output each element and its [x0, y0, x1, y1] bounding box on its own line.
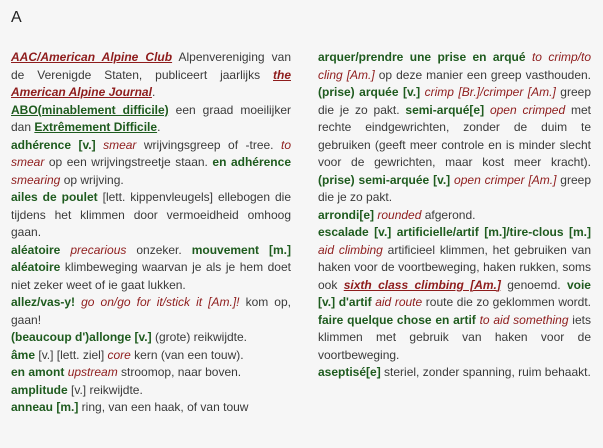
- entry-text: op wrijving.: [60, 172, 124, 187]
- entry-text: onzeker.: [126, 242, 192, 257]
- entry-text: artificieel klimmen, het gebruiken van haken voor de voortbeweging, haken rukken, soms ook: [318, 242, 591, 292]
- entry-headword: voie [v.] d'artif: [318, 277, 591, 309]
- dictionary-entry: [11, 189, 291, 242]
- entry-headword: en adhérence: [212, 155, 291, 169]
- entry-text: steriel, zonder spanning, ruim behaakt.: [380, 365, 591, 379]
- english-term: aid route: [375, 295, 423, 309]
- dictionary-entry: [11, 242, 291, 295]
- entry-headword: arquer/prendre une prise en arqué: [318, 50, 526, 64]
- entry-text: kern (van een touw).: [130, 347, 244, 362]
- english-term: upstream: [67, 365, 118, 379]
- entry-text: op een wrijvingstreetje staan.: [44, 155, 213, 169]
- dictionary-entry: [11, 329, 291, 347]
- dictionary-entry: [11, 294, 291, 329]
- dictionary-entry: [11, 399, 291, 417]
- english-term: to crimp/to cling [Am.]: [318, 50, 591, 82]
- entry-headword: aseptisé[e]: [318, 365, 381, 379]
- entry-text: greep die je zo pakt.: [318, 172, 591, 204]
- entry-headword: anneau [m.]: [11, 400, 79, 414]
- dictionary-entry: [11, 49, 291, 102]
- section-letter: A: [11, 9, 22, 26]
- entry-text: kom op, gaan!: [11, 295, 291, 327]
- entry-text: route die zo geklommen wordt.: [422, 295, 591, 309]
- english-term: precarious: [70, 242, 127, 257]
- entry-headword: âme: [11, 347, 36, 362]
- entry-text: [v.] [lett. ziel]: [35, 347, 108, 362]
- entry-headword: semi-arqué[e]: [405, 102, 485, 117]
- english-term: AAC/American Alpine Club: [11, 50, 173, 64]
- english-term: rounded: [377, 207, 422, 222]
- entry-text: met rechte eindgewrichten, zonder de duim te gebruiken (geeft meer controle en is minder slecht voor de gewrichten, maar kost meer kracht).: [318, 102, 591, 169]
- cross-reference: Extrêmement Difficile: [34, 120, 158, 134]
- entry-headword: amplitude: [11, 382, 68, 397]
- dictionary-column-right: [318, 49, 591, 382]
- dictionary-entry: [11, 364, 291, 382]
- english-term: smearing: [11, 172, 61, 187]
- entry-text: [96, 138, 103, 152]
- dictionary-column-left: [11, 49, 291, 417]
- english-term: to aid something: [479, 312, 569, 327]
- entry-headword: faire quelque chose en artif: [318, 312, 476, 327]
- entry-headword: allez/vas-y!: [11, 295, 76, 309]
- entry-text: .: [151, 85, 156, 99]
- entry-text: klimbeweging waarvan je als je hem doet niet zeker weet of ie gaat lukken.: [11, 260, 291, 292]
- english-term: sixth class climbing [Am.]: [343, 277, 501, 292]
- entry-text: [v.] reikwijdte.: [67, 382, 143, 397]
- entry-text: iets klimmen met gebruik van haken voor de voortbeweging.: [318, 312, 591, 362]
- english-term: crimp [Br.]/crimper [Am.]: [424, 85, 556, 99]
- english-term: open crimper [Am.]: [454, 172, 557, 187]
- dictionary-entry: [11, 102, 291, 137]
- entry-text: afgerond.: [421, 207, 476, 222]
- entry-text: greep die je zo pakt.: [318, 85, 591, 117]
- entry-headword: aléatoire: [11, 242, 61, 257]
- english-term: the American Alpine Journal: [11, 67, 291, 99]
- entry-text: stroomop, naar boven.: [117, 365, 242, 379]
- english-term: go on/go for it/stick it [Am.]!: [81, 295, 240, 309]
- entry-headword: escalade [v.] artificielle/artif [m.]/tire-clous [m.]: [318, 225, 591, 239]
- entry-text: wrijvingsgreep of -tree.: [136, 137, 281, 152]
- entry-text: (grote) reikwijdte.: [151, 330, 248, 344]
- entry-text: ring, van een haak, of van touw: [78, 400, 249, 414]
- entry-text: genoemd.: [500, 277, 567, 292]
- entry-headword: ailes de poulet: [11, 190, 98, 204]
- dictionary-entry: [11, 382, 291, 400]
- dictionary-entry: [11, 137, 291, 190]
- entry-headword: mouvement [m.] aléatoire: [11, 242, 292, 274]
- dictionary-entry: [318, 49, 591, 207]
- entry-headword: adhérence [v.]: [11, 137, 96, 152]
- entry-text: Alpenvereniging van de Verenigde Staten, publiceert jaarlijks: [11, 50, 291, 82]
- entry-headword: (prise) arquée [v.]: [318, 85, 421, 99]
- entry-text: [lett. kippenvleugels] ellebogen die tijdens het klimmen door vermoeidheid omhoog gaan.: [11, 190, 291, 239]
- entry-headword: (prise) semi-arquée [v.]: [318, 172, 451, 187]
- english-term: smear: [103, 137, 137, 152]
- dictionary-entry: [11, 347, 291, 365]
- entry-headword: (beaucoup d')allonge [v.]: [11, 330, 152, 344]
- english-term: core: [107, 347, 131, 362]
- entry-headword: arrondi[e]: [318, 207, 375, 222]
- entry-text: .: [157, 120, 161, 134]
- entry-text: een graad moeilijker dan: [11, 102, 291, 134]
- dictionary-entry: [318, 224, 591, 364]
- entry-text: op deze manier een greep vasthouden.: [374, 67, 592, 82]
- english-term: aid climbing: [318, 242, 383, 257]
- english-term: to smear: [11, 137, 291, 169]
- entry-text: [60, 243, 70, 257]
- dictionary-entry: [318, 207, 591, 225]
- english-term: open crimped: [489, 102, 566, 117]
- dictionary-entry: [318, 364, 591, 382]
- entry-headword: ABO(minablement difficile): [11, 102, 169, 117]
- entry-headword: en amont: [11, 365, 65, 379]
